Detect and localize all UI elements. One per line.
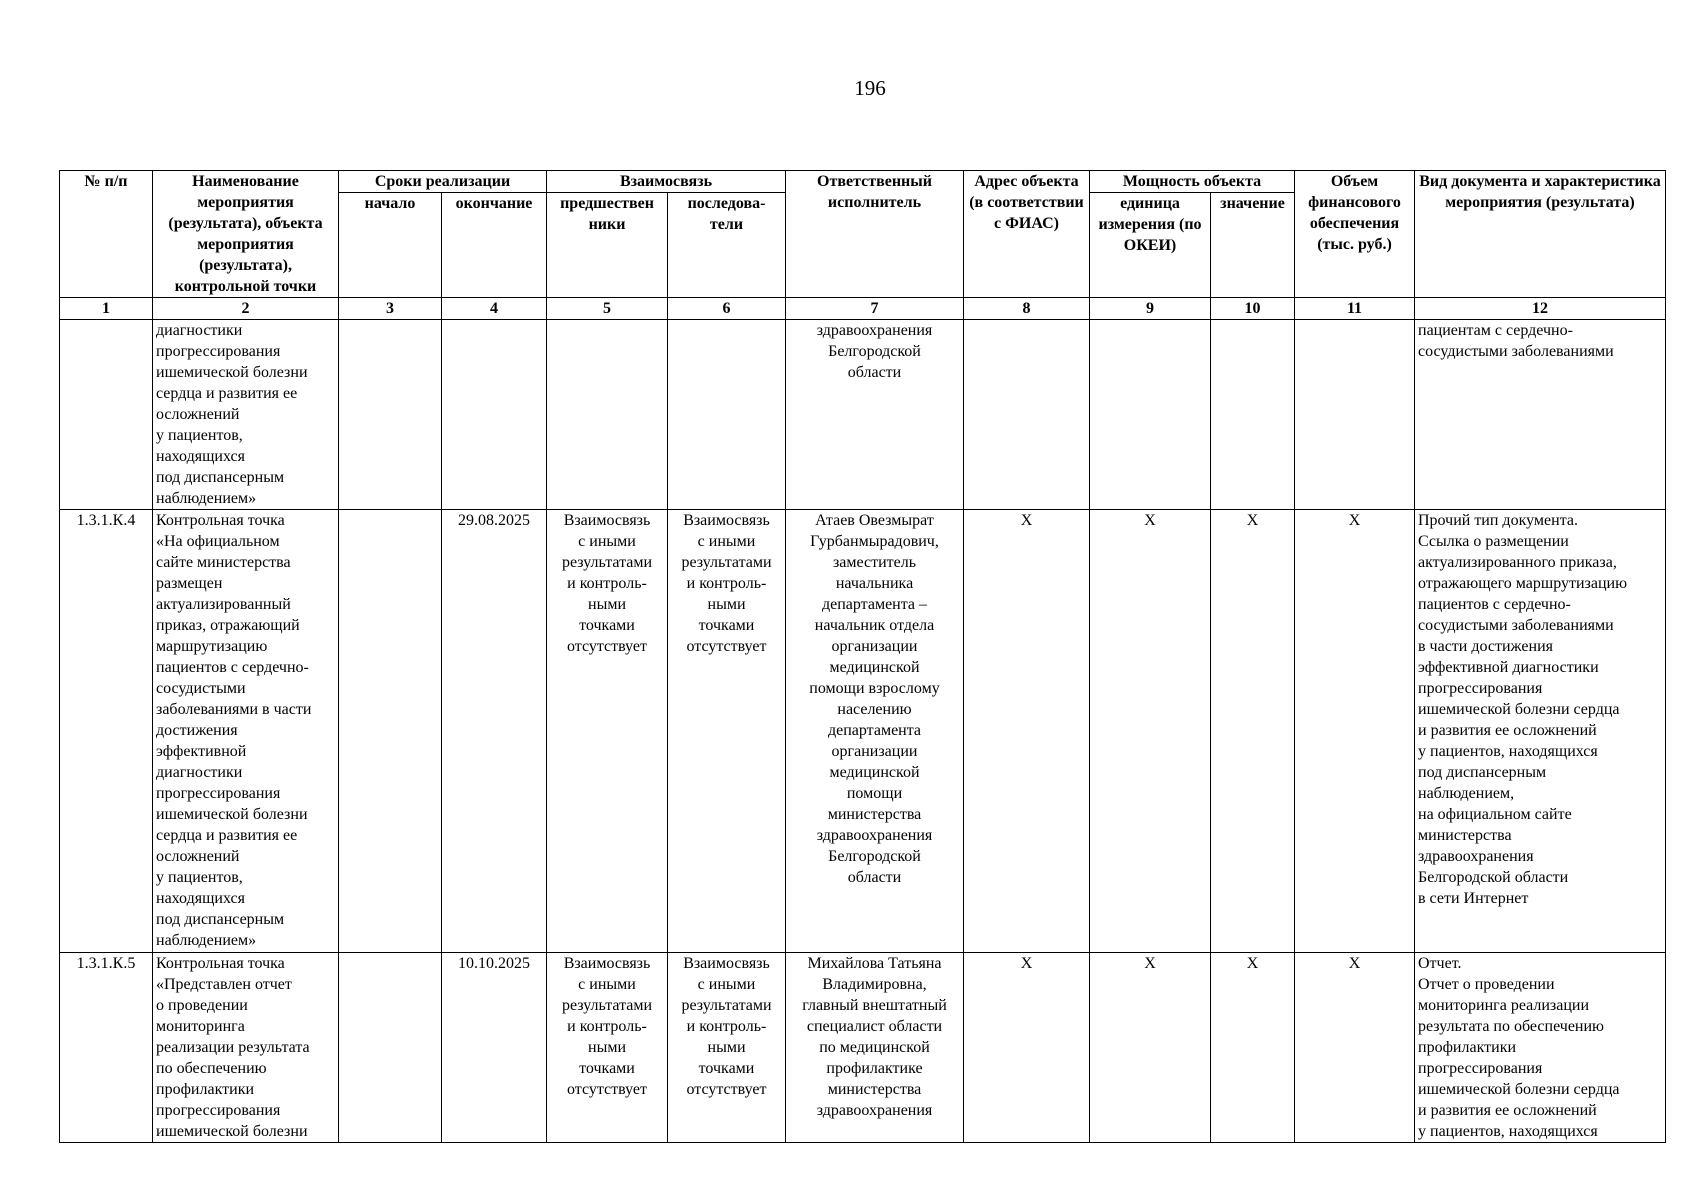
header-num: № п/п — [60, 171, 153, 298]
row-successors: Взаимосвязь с иными результатами и контроль- ными точками отсутствует — [668, 953, 786, 1143]
row-unit: Х — [1090, 510, 1211, 953]
column-number: 8 — [964, 298, 1090, 320]
header-finance: Объем финансового обеспечения (тыс. руб.) — [1295, 171, 1415, 298]
plan-table — [59, 170, 1666, 1143]
column-number: 4 — [442, 298, 547, 320]
table-row — [60, 320, 1666, 510]
column-number: 5 — [547, 298, 668, 320]
row-num — [60, 320, 153, 510]
row-unit: Х — [1090, 953, 1211, 1143]
table-row — [60, 953, 1666, 1143]
row-unit — [1090, 320, 1211, 510]
row-start — [339, 320, 442, 510]
row-name: Контрольная точка «На официальном сайте министерства размещен актуализированный приказ, отражающий маршрутизацию пациентов с сердечно- сосудистыми заболеваниями в части достижения эффективной диагностики прогрессирования ишемической болезни сердца и развития ее осложнений у пациентов, находящихся под диспансерным наблюдением» — [153, 510, 339, 953]
header-address: Адрес объекта (в соответствии с ФИАС) — [964, 171, 1090, 298]
column-number: 11 — [1295, 298, 1415, 320]
row-finance: Х — [1295, 953, 1415, 1143]
column-number: 10 — [1211, 298, 1295, 320]
column-numbers-row — [60, 298, 1666, 320]
row-predecessors: Взаимосвязь с иными результатами и контроль- ными точками отсутствует — [547, 510, 668, 953]
row-doc: Отчет. Отчет о проведении мониторинга реализации результата по обеспечению профилактики прогрессирования ишемической болезни сердца и развития ее осложнений у пациентов, находящихся — [1415, 953, 1666, 1143]
row-name: Контрольная точка «Представлен отчет о проведении мониторинга реализации результата по обеспечению профилактики прогрессирования ишемической болезни — [153, 953, 339, 1143]
column-number: 9 — [1090, 298, 1211, 320]
column-number: 6 — [668, 298, 786, 320]
row-address: Х — [964, 953, 1090, 1143]
row-end: 10.10.2025 — [442, 953, 547, 1143]
row-predecessors — [547, 320, 668, 510]
header-unit: единица измерения (по ОКЕИ) — [1090, 193, 1211, 298]
header-relation: Взаимосвязь — [547, 171, 786, 193]
row-start — [339, 510, 442, 953]
row-start — [339, 953, 442, 1143]
row-successors: Взаимосвязь с иными результатами и контроль- ными точками отсутствует — [668, 510, 786, 953]
header-name: Наименование мероприятия (результата), объекта мероприятия (результата), контрольной точки — [153, 171, 339, 298]
row-name: диагностики прогрессирования ишемической болезни сердца и развития ее осложнений у пациентов, находящихся под диспансерным наблюдением» — [153, 320, 339, 510]
column-number: 2 — [153, 298, 339, 320]
header-end: окончание — [442, 193, 547, 298]
header-terms: Сроки реализации — [339, 171, 547, 193]
row-num: 1.3.1.К.5 — [60, 953, 153, 1143]
row-num: 1.3.1.К.4 — [60, 510, 153, 953]
header-doc-type: Вид документа и характеристика мероприятия (результата) — [1415, 171, 1666, 298]
row-end — [442, 320, 547, 510]
row-value: Х — [1211, 953, 1295, 1143]
column-number: 1 — [60, 298, 153, 320]
row-value — [1211, 320, 1295, 510]
row-value: Х — [1211, 510, 1295, 953]
row-responsible: Михайлова Татьяна Владимировна, главный внештатный специалист области по медицинской профилактике министерства здравоохранения — [786, 953, 964, 1143]
column-number: 3 — [339, 298, 442, 320]
header-start: начало — [339, 193, 442, 298]
header-responsible: Ответственный исполнитель — [786, 171, 964, 298]
column-number: 12 — [1415, 298, 1666, 320]
page-number: 196 — [854, 76, 886, 100]
header-predecessors: предшествен ники — [547, 193, 668, 298]
row-responsible: Атаев Овезмырат Гурбанмырадович, заместитель начальника департамента – начальник отдела организации медицинской помощи взрослому населению департамента организации медицинской помощи министерства здравоохранения Белгородской области — [786, 510, 964, 953]
row-successors — [668, 320, 786, 510]
row-responsible: здравоохранения Белгородской области — [786, 320, 964, 510]
row-finance: Х — [1295, 510, 1415, 953]
header-value: значение — [1211, 193, 1295, 298]
row-address: Х — [964, 510, 1090, 953]
row-finance — [1295, 320, 1415, 510]
row-predecessors: Взаимосвязь с иными результатами и контроль- ными точками отсутствует — [547, 953, 668, 1143]
row-end: 29.08.2025 — [442, 510, 547, 953]
row-doc: Прочий тип документа. Ссылка о размещении актуализированного приказа, отражающего маршрутизацию пациентов с сердечно- сосудистыми заболеваниями в части достижения эффективной диагностики прогрессирования ишемической болезни сердца и развития ее осложнений у пациентов, находящихся под диспансерным наблюдением, на официальном сайте министерства здравоохранения Белгородской области в сети Интернет — [1415, 510, 1666, 953]
header-successors: последова- тели — [668, 193, 786, 298]
header-capacity: Мощность объекта — [1090, 171, 1295, 193]
row-doc: пациентам с сердечно- сосудистыми заболеваниями — [1415, 320, 1666, 510]
column-number: 7 — [786, 298, 964, 320]
row-address — [964, 320, 1090, 510]
table-row — [60, 510, 1666, 953]
